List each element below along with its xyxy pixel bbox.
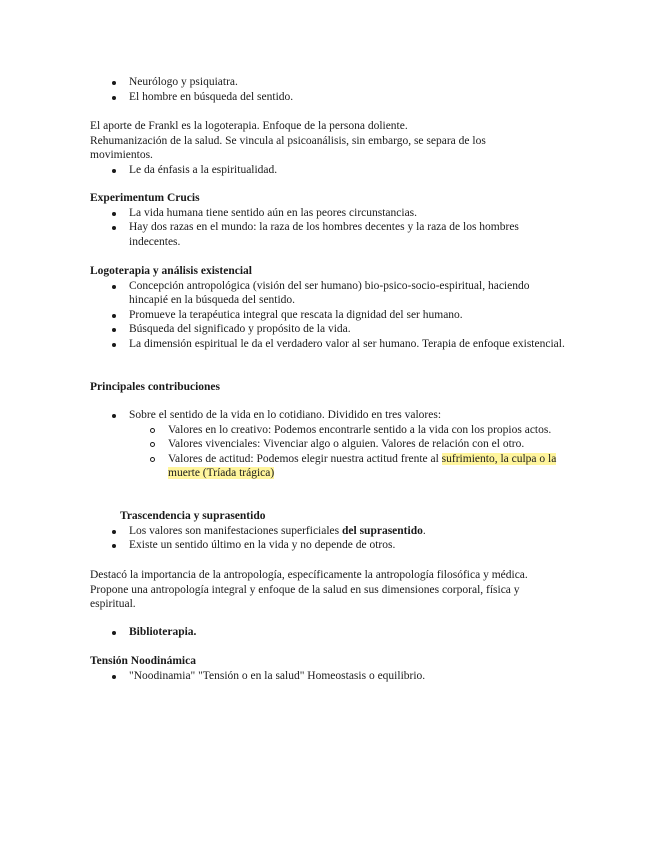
paragraph-line: Rehumanización de la salud. Se vincula al psicoanálisis, sin embargo, se separa de los movimientos.: [90, 134, 486, 161]
list-item: El hombre en búsqueda del sentido.: [90, 90, 560, 105]
logoterapia-list: [90, 279, 565, 352]
experimentum-section: [90, 191, 560, 249]
antropologia-paragraph: [90, 568, 565, 612]
sub-list-item: Valores en lo creativo: Podemos encontrarle sentido a la vida con los propios actos.: [90, 423, 565, 438]
list-item: La vida humana tiene sentido aún en las peores circunstancias.: [90, 206, 560, 221]
list-item: Biblioterapia.: [90, 625, 550, 640]
espiritualidad-list: [90, 163, 550, 178]
list-item-text: Los valores son manifestaciones superficiales: [129, 524, 343, 537]
list-item-text-end: .: [422, 524, 426, 537]
list-item: Concepción antropológica (visión del ser humano) bio-psico-socio-espiritual, haciendo hincapié en la búsqueda del sentido.: [90, 279, 565, 308]
paragraph-line: Destacó la importancia de la antropología, específicamente la antropología filosófica y médica.: [90, 569, 528, 581]
list-item: Hay dos razas en el mundo: la raza de los hombres decentes y la raza de los hombres indecentes.: [90, 220, 560, 249]
list-item: [90, 524, 560, 539]
paragraph-line: Propone una antropología integral y enfoque de la salud en sus dimensiones corporal, física y espiritual.: [90, 583, 520, 610]
intro-bullet-list: [90, 75, 560, 104]
list-item: Existe un sentido último en la vida y no depende de otros.: [90, 538, 560, 553]
section-heading: Trascendencia y suprasentido: [120, 510, 266, 522]
list-item: Le da énfasis a la espiritualidad.: [90, 163, 550, 178]
section-heading: Experimentum Crucis: [90, 192, 200, 204]
bold-text: del suprasentido: [342, 524, 423, 537]
logoterapia-section: [90, 264, 565, 351]
list-item: Sobre el sentido de la vida en lo cotidiano. Dividido en tres valores:: [90, 408, 565, 423]
list-item: Neurólogo y psiquiatra.: [90, 75, 560, 90]
actitud-text: Valores de actitud: Podemos elegir nuestra actitud frente al: [168, 452, 442, 465]
biblioterapia-list: [90, 625, 550, 640]
tension-list: [90, 669, 560, 684]
frankl-paragraph: [90, 119, 550, 177]
trascendencia-section: [90, 509, 560, 553]
trascendencia-list: [90, 524, 560, 553]
list-item: Promueve la terapéutica integral que rescata la dignidad del ser humano.: [90, 308, 565, 323]
sub-list-item: Valores vivenciales: Vivenciar algo o alguien. Valores de relación con el otro.: [90, 437, 565, 452]
list-item: Búsqueda del significado y propósito de la vida.: [90, 322, 565, 337]
highlighted-text: sufrimiento, la culpa o la muerte (Tríada trágica): [168, 452, 557, 479]
experimentum-list: [90, 206, 560, 250]
tension-section: [90, 654, 560, 683]
section-heading: Principales contribuciones: [90, 381, 221, 393]
section-heading: Tensión Noodinámica: [90, 655, 196, 667]
list-item: "Noodinamia" "Tensión o en la salud" Homeostasis o equilibrio.: [90, 669, 560, 684]
sub-list-item: [90, 452, 565, 481]
paragraph-line: El aporte de Frankl es la logoterapia. Enfoque de la persona doliente.: [90, 120, 408, 132]
section-heading: Logoterapia y análisis existencial: [90, 265, 252, 277]
list-item: La dimensión espiritual le da el verdadero valor al ser humano. Terapia de enfoque existencial.: [90, 337, 565, 352]
contribuciones-list: [90, 408, 565, 481]
